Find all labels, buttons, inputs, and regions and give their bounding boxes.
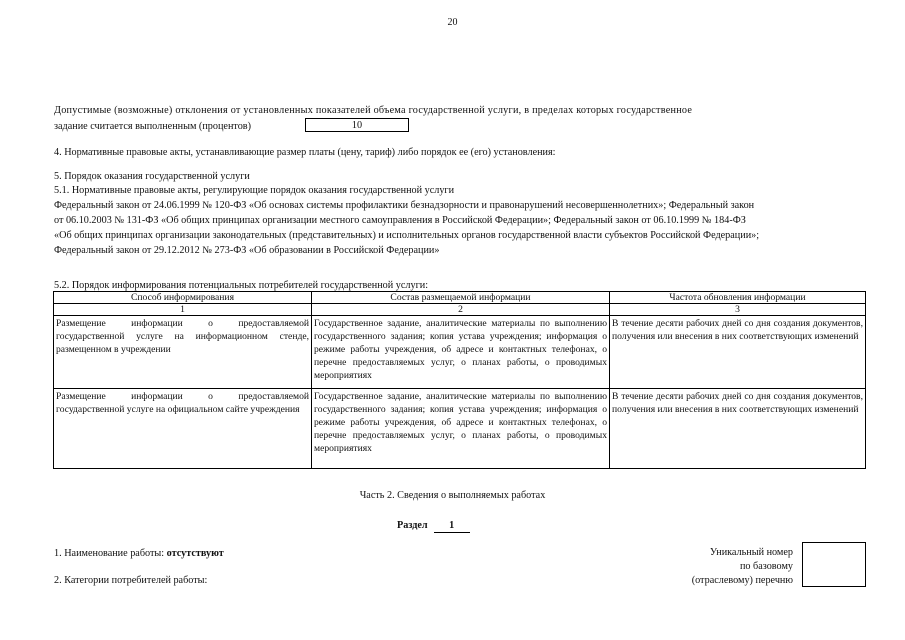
deviation-percent-box: 10: [305, 118, 409, 132]
section-label-text: Раздел: [397, 520, 428, 531]
information-table: [53, 291, 866, 469]
table-header-content: Состав размещаемой информации: [312, 292, 610, 304]
deviation-text-line1: Допустимые (возможные) отклонения от установленных показателей объема государственной услуги, в пределах которых государственное: [54, 105, 693, 116]
section-5-heading: 5. Порядок оказания государственной услуги: [54, 171, 250, 182]
table-col-number: 3: [610, 304, 866, 316]
section-4-heading: 4. Нормативные правовые акты, устанавливающие размер платы (цену, тариф) либо порядок ее (его) установления:: [54, 147, 556, 158]
info-method-cell: Размещение информации о предоставляемой государственной услуге на официальном сайте учреждения: [54, 389, 312, 469]
table-header-frequency: Частота обновления информации: [610, 292, 866, 304]
laws-line-2: от 06.10.2003 № 131-ФЗ «Об общих принципах организации местного самоуправления в Российской Федерации»; Федеральный закон от 06.10.1999 № 184-ФЗ: [54, 215, 746, 226]
unique-number-line-3: (отраслевому) перечню: [691, 575, 793, 586]
table-number-row: [54, 304, 866, 316]
info-frequency-cell: В течение десяти рабочих дней со дня создания документов, получения или внесения в них соответствующих изменений: [610, 316, 866, 389]
info-content-cell: Государственное задание, аналитические материалы по выполнению государственного задания; копия устава учреждения; информация о режиме работы учреждения, об адресе и контактных телефонах, о перечне предоставляемых услуг, о планах работы, о проводимых мероприятиях: [312, 316, 610, 389]
consumers-label: 2. Категории потребителей работы:: [54, 575, 208, 586]
part-2-title: Часть 2. Сведения о выполняемых работах: [359, 490, 546, 501]
table-row: [54, 316, 866, 389]
table-col-number: 2: [312, 304, 610, 316]
deviation-text-line2: задание считается выполненным (процентов): [54, 121, 252, 132]
section-label: [397, 520, 470, 533]
section-number: 1: [434, 520, 470, 533]
page-number: 20: [447, 17, 458, 28]
laws-line-4: Федеральный закон от 29.12.2012 № 273-ФЗ «Об образовании в Российской Федерации»: [54, 245, 440, 256]
work-name-value: отсутствуют: [166, 548, 224, 559]
unique-number-line-2: по базовому: [739, 561, 793, 572]
section-5-2-heading: 5.2. Порядок информирования потенциальных потребителей государственной услуги:: [54, 280, 429, 291]
info-frequency-cell: В течение десяти рабочих дней со дня создания документов, получения или внесения в них соответствующих изменений: [610, 389, 866, 469]
table-row: [54, 389, 866, 469]
unique-number-line-1: Уникальный номер: [709, 547, 793, 558]
work-name-line: [54, 547, 224, 560]
unique-number-box: [802, 542, 866, 587]
work-name-label: 1. Наименование работы:: [54, 548, 165, 559]
info-content-cell: Государственное задание, аналитические материалы по выполнению государственного задания; копия устава учреждения; информация о режиме работы учреждения, об адресе и контактных телефонах, о перечне предоставляемых услуг, о планах работы, о проводимых мероприятиях: [312, 389, 610, 469]
table-header-row: [54, 292, 866, 304]
table-header-method: Способ информирования: [54, 292, 312, 304]
info-method-cell: Размещение информации о предоставляемой государственной услуге на информационном стенде, размещенном в учреждении: [54, 316, 312, 389]
laws-line-1: Федеральный закон от 24.06.1999 № 120-ФЗ «Об основах системы профилактики безнадзорности и правонарушений несовершеннолетних»; Федеральный закон: [54, 200, 755, 211]
table-col-number: 1: [54, 304, 312, 316]
section-5-1-heading: 5.1. Нормативные правовые акты, регулирующие порядок оказания государственной услуги: [54, 185, 455, 196]
laws-line-3: «Об общих принципах организации законодательных (представительных) и исполнительных органов государственной власти субъектов Российской Федерации»;: [54, 230, 760, 241]
unique-number-label: [660, 546, 793, 588]
